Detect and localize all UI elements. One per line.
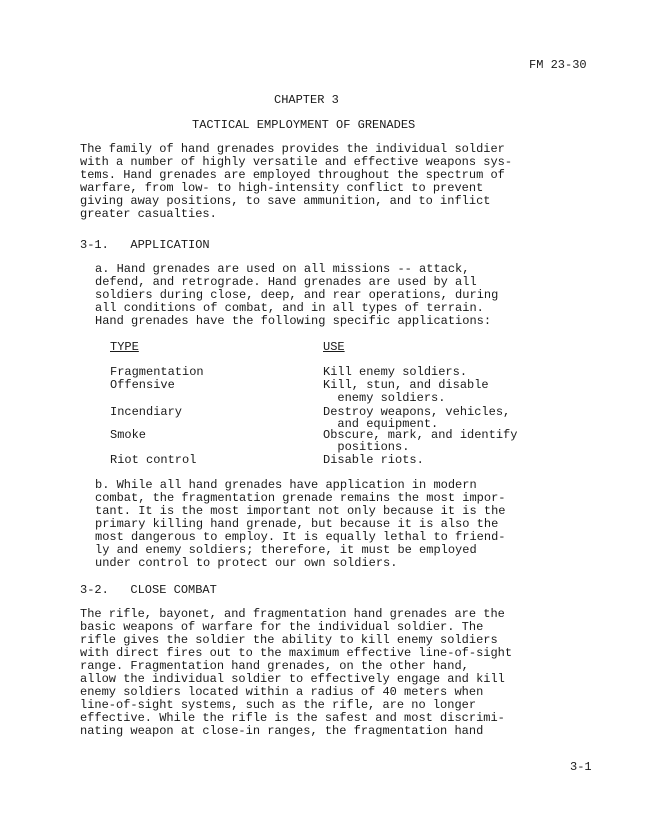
table-cell-use: Kill enemy soldiers. — [323, 365, 468, 379]
column-header-type: TYPE — [110, 340, 139, 354]
text-line: giving away positions, to save ammunition, and to inflict — [80, 194, 491, 208]
table-cell-type: Offensive — [110, 378, 175, 392]
table-cell-use: enemy soldiers. — [323, 391, 446, 405]
text-line: with a number of highly versatile and effective weapons sys- — [80, 155, 513, 169]
table-cell-type: Incendiary — [110, 405, 183, 419]
chapter-title: TACTICAL EMPLOYMENT OF GRENADES — [192, 118, 416, 132]
text-line: tems. Hand grenades are employed throughout the spectrum of — [80, 168, 505, 182]
table-cell-type: Fragmentation — [110, 365, 204, 379]
text-line: a. Hand grenades are used on all missions -- attack, — [95, 262, 470, 276]
table-cell-use: and equipment. — [323, 417, 439, 431]
form-number: FM 23-30 — [529, 58, 587, 72]
page-number: 3-1 — [570, 760, 592, 774]
section-heading-application: 3-1. APPLICATION — [80, 238, 210, 252]
text-line: range. Fragmentation hand grenades, on the other hand, — [80, 659, 469, 673]
text-line: with direct fires out to the maximum effective line-of-sight — [80, 646, 513, 660]
text-line: The family of hand grenades provides the individual soldier — [80, 142, 505, 156]
text-line: b. While all hand grenades have application in modern — [95, 478, 477, 492]
table-cell-use: Disable riots. — [323, 453, 424, 467]
text-line: ly and enemy soldiers; therefore, it must be employed — [95, 543, 477, 557]
text-line: rifle gives the soldier the ability to kill enemy soldiers — [80, 633, 498, 647]
text-line: effective. While the rifle is the safest and most discrimi- — [80, 711, 505, 725]
table-cell-type: Riot control — [110, 453, 197, 467]
table-cell-type: Smoke — [110, 428, 147, 442]
text-line: enemy soldiers located within a radius of 40 meters when — [80, 685, 484, 699]
text-line: warfare, from low- to high-intensity conflict to prevent — [80, 181, 484, 195]
text-line: allow the individual soldier to effectively engage and kill — [80, 672, 505, 686]
text-line: nating weapon at close-in ranges, the fragmentation hand — [80, 724, 484, 738]
text-line: The rifle, bayonet, and fragmentation hand grenades are the — [80, 607, 505, 621]
text-line: greater casualties. — [80, 207, 217, 221]
table-cell-use: positions. — [323, 440, 410, 454]
table-cell-use: Obscure, mark, and identify — [323, 428, 518, 442]
text-line: Hand grenades have the following specific applications: — [95, 314, 492, 328]
text-line: line-of-sight systems, such as the rifle, are no longer — [80, 698, 477, 712]
text-line: combat, the fragmentation grenade remains the most impor- — [95, 491, 506, 505]
text-line: primary killing hand grenade, but because it is also the — [95, 517, 499, 531]
chapter-label: CHAPTER 3 — [274, 93, 339, 107]
text-line: basic weapons of warfare for the individual soldier. The — [80, 620, 484, 634]
text-line: defend, and retrograde. Hand grenades are used by all — [95, 275, 477, 289]
text-line: under control to protect our own soldiers. — [95, 556, 398, 570]
text-line: all conditions of combat, and in all types of terrain. — [95, 301, 484, 315]
text-line: most dangerous to employ. It is equally lethal to friend- — [95, 530, 506, 544]
text-line: tant. It is the most important not only because it is the — [95, 504, 506, 518]
table-cell-use: Kill, stun, and disable — [323, 378, 489, 392]
table-cell-use: Destroy weapons, vehicles, — [323, 405, 511, 419]
column-header-use: USE — [323, 340, 345, 354]
section-heading-close-combat: 3-2. CLOSE COMBAT — [80, 583, 217, 597]
text-line: soldiers during close, deep, and rear operations, during — [95, 288, 499, 302]
